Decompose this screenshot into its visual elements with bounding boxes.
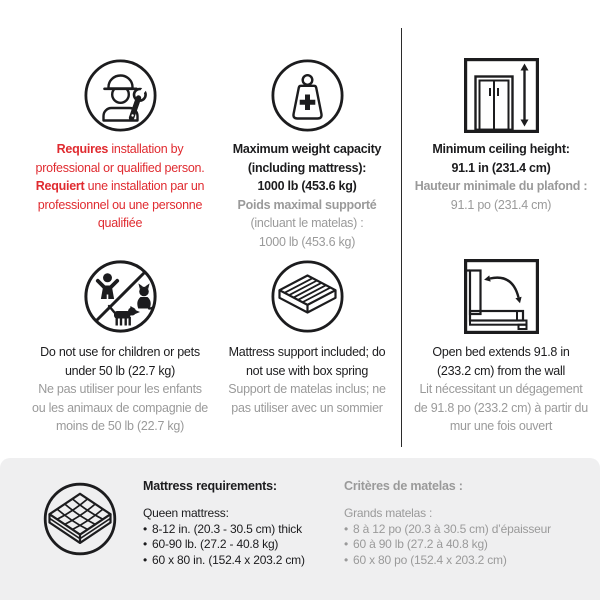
no-children-pets-icon: [83, 259, 158, 334]
text-segment: 1000 lb (453.6 kg): [257, 179, 357, 193]
spec-line: [32, 399, 208, 418]
spec-line: [32, 417, 208, 436]
text-segment: 60 x 80 po (152.4 x 203.2 cm): [353, 552, 507, 567]
mattress-support-icon: [270, 259, 345, 334]
mattress-bullet-en: [143, 537, 305, 553]
column-divider: [401, 28, 402, 447]
text-segment: 91.1 po (231.4 cm): [450, 197, 552, 212]
mattress-requirements-fr: [344, 478, 551, 568]
mattress-icon: [42, 481, 118, 557]
spec-line: [233, 233, 381, 252]
spec-line: [233, 140, 381, 159]
text-segment: 91.1 in (231.4 cm): [451, 160, 551, 175]
text-segment: 1000 lb (453.6 kg): [258, 234, 356, 249]
spec-mattress-support: [218, 259, 396, 417]
spec-line: [415, 177, 588, 196]
spec-line: [233, 196, 381, 215]
text-segment-bold: Requires: [56, 142, 109, 156]
text-segment: Support de matelas inclus; ne: [228, 382, 386, 396]
text-segment: Hauteur minimale du plafond :: [414, 179, 588, 193]
spec-line: [233, 159, 381, 178]
bullet-icon: •: [143, 552, 148, 567]
installer-icon: [83, 58, 158, 133]
spec-line: [414, 343, 588, 362]
text-segment: not use with box spring: [245, 363, 369, 378]
bullet-icon: •: [344, 521, 349, 536]
weight-icon: [270, 58, 345, 133]
text-segment: Lit nécessitant un dégagement: [419, 382, 583, 396]
bullet-icon: •: [344, 537, 349, 551]
spec-line: [32, 343, 208, 362]
mattress-requirements-title-fr: Critères de matelas :: [344, 479, 463, 493]
spec-line: [36, 214, 205, 233]
spec-no-children-pets-text: [32, 343, 208, 436]
mattress-requirements-panel: [0, 458, 600, 600]
spec-installation-text: [36, 140, 205, 233]
spec-line: [36, 177, 205, 196]
text-segment: 60 x 80 in. (152.4 x 203.2 cm): [152, 552, 305, 567]
spec-line: [228, 362, 385, 381]
text-segment: Ne pas utiliser pour les enfants: [38, 382, 202, 396]
spec-line: [228, 399, 385, 418]
text-segment: (including mattress):: [247, 160, 367, 175]
text-segment: 60-90 lb. (27.2 - 40.8 kg): [152, 537, 279, 551]
text-segment: mur une fois ouvert: [449, 419, 553, 433]
bullet-icon: •: [143, 521, 148, 536]
spec-line: [414, 399, 588, 418]
mattress-bullet-fr: [344, 537, 551, 553]
spec-line: [415, 196, 588, 215]
text-segment: qualifiée: [97, 216, 143, 230]
mattress-subtitle-en: Queen mattress:: [143, 506, 229, 520]
mattress-bullet-fr: [344, 522, 551, 538]
spec-line: [36, 196, 205, 215]
text-segment: pas utiliser avec un sommier: [231, 400, 383, 415]
spec-line: [36, 140, 205, 159]
text-segment: Minimum ceiling height:: [432, 142, 570, 156]
text-segment: 60 à 90 lb (27.2 à 40.8 kg): [353, 537, 488, 551]
spec-bed-extension: [404, 259, 598, 436]
spec-ceiling-height-text: [415, 140, 588, 214]
spec-bed-extension-text: [414, 343, 588, 436]
text-segment-bold: Requiert: [35, 179, 85, 193]
bullet-icon: •: [344, 552, 349, 567]
bullet-icon: •: [143, 537, 148, 551]
text-segment: Do not use for children or pets: [40, 345, 200, 359]
spec-line: [233, 214, 381, 233]
mattress-bullet-en: [143, 553, 305, 569]
text-segment: Poids maximal supporté: [237, 197, 377, 212]
spec-line: [32, 362, 208, 381]
spec-line: [414, 362, 588, 381]
text-segment: professional or qualified person.: [35, 160, 205, 175]
spec-ceiling-height: [404, 58, 598, 214]
text-segment: Mattress support included; do: [228, 345, 386, 359]
spec-weight-capacity: [218, 58, 396, 251]
text-segment: une installation par un: [84, 179, 205, 193]
mattress-requirements-title-en: Mattress requirements:: [143, 479, 277, 493]
mattress-bullet-en: [143, 522, 305, 538]
mattress-requirements-en: [143, 478, 305, 568]
text-segment: de 91.8 po (233.2 cm) à partir du: [414, 400, 588, 415]
spec-no-children-pets: [8, 259, 232, 436]
text-segment: ou les animaux de compagnie de: [32, 400, 208, 415]
text-segment: under 50 lb (22.7 kg): [64, 363, 176, 378]
text-segment: moins de 50 lb (22.7 kg): [55, 419, 185, 433]
text-segment: installation by: [108, 142, 184, 156]
text-segment: (incluant le matelas) :: [250, 216, 364, 230]
text-segment: (233.2 cm) from the wall: [436, 363, 566, 378]
spec-weight-capacity-text: [233, 140, 381, 251]
spec-line: [414, 417, 588, 436]
text-segment: 8-12 in. (20.3 - 30.5 cm) thick: [152, 521, 302, 536]
spec-mattress-support-text: [228, 343, 385, 417]
text-segment: Maximum weight capacity: [232, 142, 382, 156]
text-segment: 8 à 12 po (20.3 à 30.5 cm) d’épaisseur: [353, 521, 551, 536]
spec-line: [228, 343, 385, 362]
spec-line: [414, 380, 588, 399]
spec-line: [36, 159, 205, 178]
spec-installation: [8, 58, 232, 233]
spec-line: [415, 159, 588, 178]
spec-line: [32, 380, 208, 399]
spec-line: [415, 140, 588, 159]
mattress-bullet-fr: [344, 553, 551, 569]
text-segment: Open bed extends 91.8 in: [432, 345, 570, 359]
mattress-subtitle-fr: Grands matelas :: [344, 506, 433, 520]
spec-line: [233, 177, 381, 196]
ceiling-height-icon: [464, 58, 539, 133]
text-segment: professionnel ou une personne: [37, 197, 203, 212]
spec-line: [228, 380, 385, 399]
open-bed-icon: [464, 259, 539, 334]
